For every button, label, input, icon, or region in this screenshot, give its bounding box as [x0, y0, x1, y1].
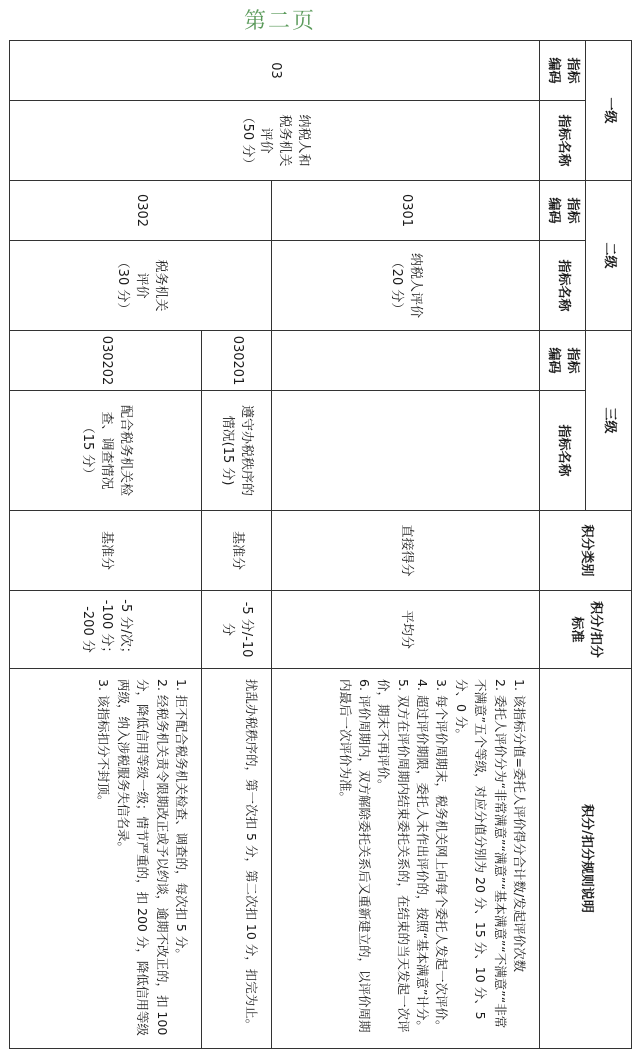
rule-line: 1. 拒不配合税务机关检查、调查的，每次扣 5 分。: [174, 679, 189, 961]
rule-line: 3. 每个评价周期末，税务机关网上向每个委托人发起一次评价。: [434, 679, 450, 1033]
score-type-cell: 基准分: [202, 511, 272, 591]
table-row: [272, 41, 540, 1049]
scoring-table: [9, 40, 632, 1049]
rule-desc-cell: [272, 669, 540, 1049]
rule-line: 1. 该指标分值=委托人评价得分合计数/发起评价次数: [512, 679, 527, 973]
header-score-type: 积分类别: [540, 511, 632, 591]
l1-name-cell: 纳税人和 税务机关 评价 （50 分）: [10, 101, 540, 181]
rule-line: 6. 评价周期内，双方解除委托关系后又重新建立的，以评价周期内最后一次评价为准。: [337, 679, 372, 1033]
rule-line: 2. 委托人评价分为“非常满意”“满意”“基本满意”“不满意”“非常不满意”五个等级，对应分值分别为 20 分、15 分、10 分、5 分、0 分。: [453, 679, 508, 1029]
score-standard-cell: -5 分/-10 分: [202, 591, 272, 669]
rule-desc-cell: [10, 669, 202, 1049]
header-level2: 二级: [586, 181, 632, 331]
l2-code-cell: 0301: [272, 181, 540, 241]
table-row: [202, 41, 272, 1049]
rule-line: 2. 经税务机关责令限期改正或予以约谈，逾期不改正的，扣 100 分，降低信用等级一级；情节严重的，扣 200 分，降低信用等级两级，纳入涉税服务失信名录。: [115, 679, 170, 1036]
rule-line: 3. 该指标扣分不封顶。: [96, 679, 112, 808]
score-standard-cell: -5 分/次； -100 分； -200 分: [10, 591, 202, 669]
l3-code-cell: 030202: [10, 331, 202, 391]
l2-name-cell: 纳税人评价 （20 分）: [272, 241, 540, 331]
rule-line: 扰乱办税秩序的，第一次扣 5 分，第二次扣 10 分，扣完为止。: [244, 679, 259, 1032]
rotated-table-frame: [10, 40, 632, 1048]
header-score-standard: 积分/扣分 标准: [540, 591, 632, 669]
header-level3: 三级: [586, 331, 632, 511]
l3-name-cell: 配合税务机关检 查、调查情况 （15 分）: [10, 391, 202, 511]
header-row-1: [586, 41, 632, 1049]
header-level1: 一级: [586, 41, 632, 181]
header-l3-code: 指标 编码: [540, 331, 586, 391]
rule-line: 4. 超过评价期限，委托人未作出评价的，按照“基本满意”计分。: [415, 679, 431, 1033]
header-l3-name: 指标名称: [540, 391, 586, 511]
score-type-cell: 基准分: [10, 511, 202, 591]
rule-line: 5. 双方在评价周期内结束委托关系的，在结束的当天发起一次评价，期末不再评价。: [376, 679, 411, 1033]
l2-name-cell: 税务机关 评价 （30 分）: [10, 241, 272, 331]
page-title: 第二页: [244, 9, 317, 34]
header-rule-desc: 积分/扣分规则说明: [540, 669, 632, 1049]
score-type-cell: 直接得分: [272, 511, 540, 591]
header-l2-name: 指标名称: [540, 241, 586, 331]
l3-code-cell-empty: [272, 331, 540, 391]
l3-code-cell: 030201: [202, 331, 272, 391]
l3-name-cell-empty: [272, 391, 540, 511]
rule-desc-cell: [202, 669, 272, 1049]
l3-name-cell: 遵守办税秩序的 情况(15 分): [202, 391, 272, 511]
l1-code-cell: 03: [10, 41, 540, 101]
header-l1-name: 指标名称: [540, 101, 586, 181]
score-standard-cell: 平均分: [272, 591, 540, 669]
l2-code-cell: 0302: [10, 181, 272, 241]
header-l1-code: 指标 编码: [540, 41, 586, 101]
header-l2-code: 指标 编码: [540, 181, 586, 241]
